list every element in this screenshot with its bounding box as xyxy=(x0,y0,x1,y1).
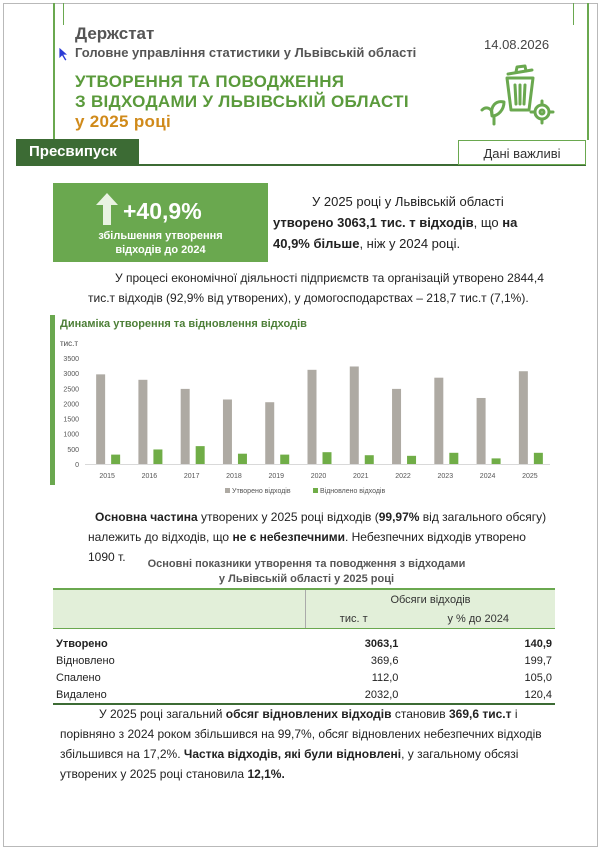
structure-paragraph: У процесі економічної діяльності підприємств та організацій утворено 2844,4 тис.т відходів (92,9% від утворених), у домогосподарствах – 218,7 тис.т (7,1%). xyxy=(88,271,544,305)
table-row xyxy=(53,686,555,704)
bar-recovered xyxy=(280,455,289,464)
x-tick-label: 2015 xyxy=(99,473,115,480)
legend-swatch xyxy=(225,488,230,493)
decor-line xyxy=(63,3,64,25)
highlight-caption-text: збільшення утворення відходів до 2024 xyxy=(98,230,223,256)
legend-swatch xyxy=(313,488,318,493)
x-tick-label: 2025 xyxy=(522,473,538,480)
y-tick-label: 0 xyxy=(75,462,79,469)
x-tick-label: 2024 xyxy=(479,473,496,480)
y-tick-label: 3500 xyxy=(63,356,79,363)
indicators-table xyxy=(53,588,555,705)
text: У 2025 році у Львівській області xyxy=(312,194,504,209)
y-tick-label: 2000 xyxy=(63,401,79,409)
recovery-paragraph xyxy=(60,704,555,784)
text-bold: утворено 3063,1 тис. т відходів xyxy=(273,215,474,230)
text: У 2025 році загальний xyxy=(99,707,226,721)
text: , у загальному обсязі утворених у 2025 році становила xyxy=(60,747,519,781)
release-date: 14.08.2026 xyxy=(484,37,550,52)
table-header-row xyxy=(53,589,555,609)
value-tonnes: 112,0 xyxy=(371,671,399,684)
bar-generated xyxy=(519,371,528,464)
title-line-3: у 2025 році xyxy=(75,112,171,131)
y-tick-label: 1500 xyxy=(63,416,79,424)
up-arrow-icon xyxy=(95,192,119,226)
bar-recovered xyxy=(111,455,120,464)
row-label: Відновлено xyxy=(56,654,115,667)
text-bold: 12,1%. xyxy=(247,767,285,781)
value-tonnes: 369,6 xyxy=(370,654,399,667)
x-tick-label: 2018 xyxy=(226,473,242,480)
bar-generated xyxy=(477,398,486,464)
row-label: Видалено xyxy=(53,686,306,704)
text-bold: Основна частина xyxy=(95,510,198,524)
text: утворених у 2025 році відходів ( xyxy=(197,510,379,524)
column-header-tonnes: тис. т xyxy=(306,609,402,629)
table-title-line-1: Основні показники утворення та поводження з відходами xyxy=(147,558,466,570)
row-label: Спалено xyxy=(56,671,101,684)
text: від загального обсягу) належить до відходів, що xyxy=(88,510,547,544)
bar-recovered xyxy=(238,454,247,464)
y-tick-label: 1000 xyxy=(63,431,79,439)
bar-generated xyxy=(181,389,190,464)
text-bold: не є небезпечними xyxy=(232,530,345,544)
bar-generated xyxy=(138,380,147,464)
value-percent: 105,0 xyxy=(524,671,552,684)
bar-generated xyxy=(308,370,317,464)
bar-recovered xyxy=(449,453,458,464)
highlight-badge xyxy=(53,183,268,262)
x-tick-label: 2021 xyxy=(352,473,369,480)
text-bold: обсяг відновлених відходів xyxy=(225,707,392,721)
table-title-line-2: у Львівській області у 2025 році xyxy=(218,573,395,585)
table-row xyxy=(53,629,555,653)
x-tick-label: 2019 xyxy=(268,473,285,480)
text: , що xyxy=(473,215,503,230)
bar-generated xyxy=(392,389,401,464)
row-label: Утворено xyxy=(56,637,108,650)
title-line-2: З ВІДХОДАМИ У ЛЬВІВСЬКІЙ ОБЛАСТІ xyxy=(75,92,409,111)
table-header-empty xyxy=(53,589,306,609)
bar-recovered xyxy=(365,455,374,464)
text-bold: 369,6 тис.т xyxy=(448,707,512,721)
value-percent: 199,7 xyxy=(524,654,552,667)
bar-recovered xyxy=(153,449,162,464)
text: . Небезпечних відходів утворено 1090 т. xyxy=(88,530,526,564)
table-row xyxy=(53,652,555,669)
important-data-tag: Дані важливі xyxy=(458,140,586,165)
title-line-1: УТВОРЕННЯ ТА ПОВОДЖЕННЯ xyxy=(75,72,345,91)
bar-generated xyxy=(434,378,443,464)
bar-generated xyxy=(350,366,359,464)
table-row xyxy=(53,669,555,686)
y-tick-label: 3000 xyxy=(63,371,79,379)
x-tick-label: 2023 xyxy=(437,473,454,480)
department-name: Головне управління статистики у Львівській області xyxy=(75,45,417,60)
value-percent: 120,4 xyxy=(401,686,555,704)
column-header-percent: у % до 2024 xyxy=(401,609,555,629)
text-bold: Частка відходів, які були відновлені xyxy=(183,747,402,761)
org-name: Держстат xyxy=(75,24,155,43)
highlight-value: +40,9% xyxy=(123,198,202,224)
mouse-cursor-icon xyxy=(58,46,70,62)
x-tick-label: 2017 xyxy=(183,473,200,480)
bar-recovered xyxy=(492,458,501,464)
y-tick-label: 500 xyxy=(67,446,79,454)
intro-paragraph xyxy=(273,191,555,254)
chart-title: Динаміка утворення та відновлення відходів xyxy=(60,318,307,330)
legend-label: Утворено відходів xyxy=(232,488,291,495)
value-tonnes: 2032,0 xyxy=(306,686,402,704)
text: і порівняно з 2024 роком збільшився на 99,7%, обсяг відновлених небезпечних відходів збільшився на 17,2%. xyxy=(60,707,542,761)
waste-dynamics-chart xyxy=(50,330,560,502)
x-tick-label: 2020 xyxy=(310,473,327,480)
page-title xyxy=(75,72,409,132)
bar-recovered xyxy=(196,446,205,464)
bar-generated xyxy=(265,402,274,464)
table-group-header: Обсяги відходів xyxy=(306,589,556,609)
press-release-label: Пресвипуск xyxy=(16,139,139,165)
text-bold: на 40,9% більше xyxy=(273,215,518,251)
value-tonnes: 3063,1 xyxy=(364,637,399,650)
text: становив xyxy=(391,707,449,721)
bar-recovered xyxy=(407,456,416,464)
table-title xyxy=(110,557,503,587)
table-header-empty xyxy=(53,609,306,629)
legend-label: Відновлено відходів xyxy=(320,488,386,495)
y-axis-label: тис.т xyxy=(60,339,79,348)
text-bold: 99,97% xyxy=(378,510,420,524)
table-subheader-row xyxy=(53,609,555,629)
recycle-bin-icon xyxy=(478,60,560,130)
bar-generated xyxy=(96,374,105,464)
x-tick-label: 2016 xyxy=(141,473,158,480)
bar-generated xyxy=(223,399,232,464)
bar-recovered xyxy=(534,453,543,464)
bar-recovered xyxy=(323,452,332,464)
x-tick-label: 2022 xyxy=(395,473,411,480)
highlight-caption xyxy=(53,229,268,257)
text: , ніж у 2024 році. xyxy=(359,236,461,251)
y-tick-label: 2500 xyxy=(63,386,79,394)
decor-line xyxy=(573,3,574,25)
value-percent: 140,9 xyxy=(524,637,552,650)
